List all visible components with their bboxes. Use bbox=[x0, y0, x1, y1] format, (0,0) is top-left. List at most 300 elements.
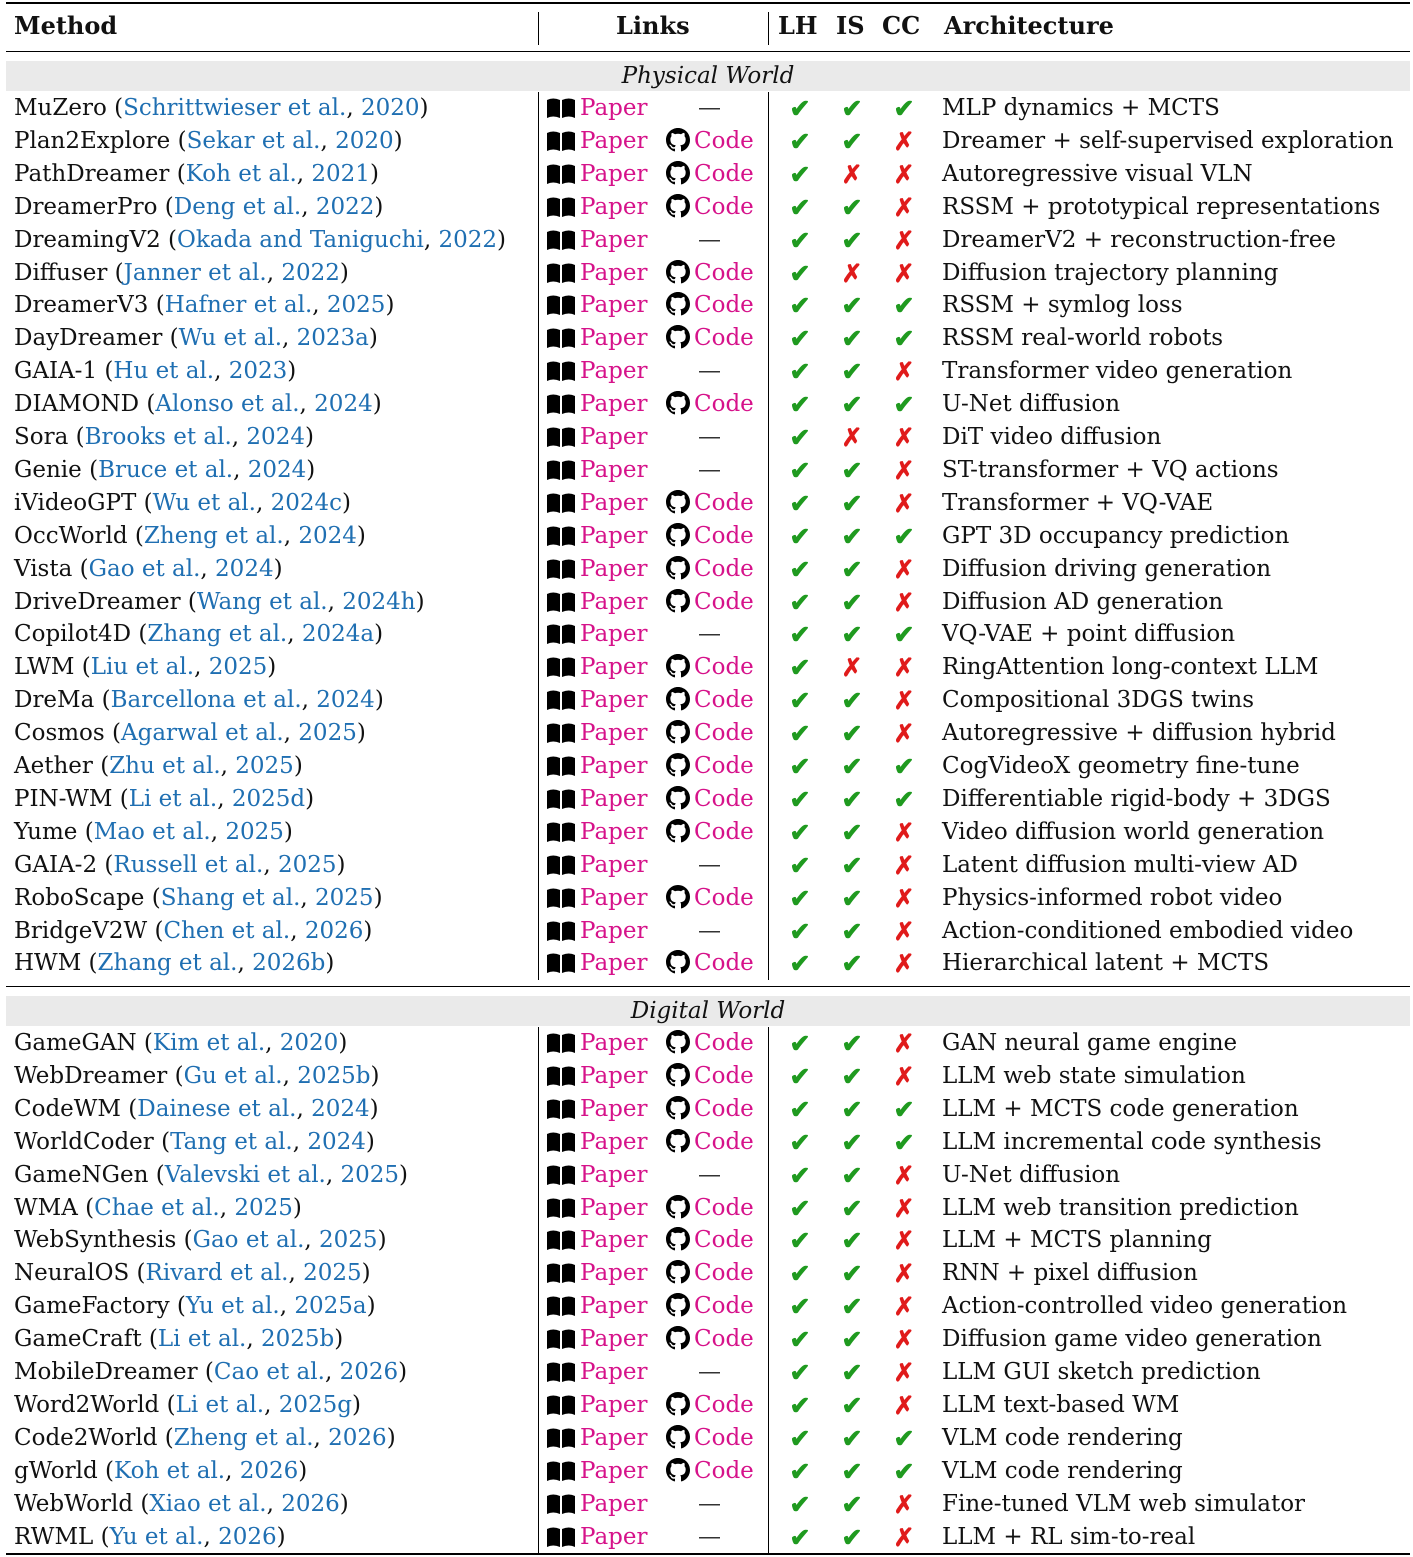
table-row bbox=[6, 158, 1410, 191]
check-icon: ✔ bbox=[841, 1522, 863, 1552]
citation-year-link[interactable]: 2025 bbox=[340, 1161, 400, 1188]
citation-year-link[interactable]: 2024 bbox=[311, 1095, 370, 1122]
paper-link[interactable] bbox=[546, 1356, 647, 1389]
citation-year-link[interactable]: 2022 bbox=[281, 259, 340, 286]
citation-link[interactable]: Agarwal et al. bbox=[121, 720, 284, 747]
paper-link[interactable] bbox=[546, 882, 647, 915]
citation-year-link[interactable]: 2025 bbox=[234, 1194, 293, 1221]
architecture-cell: Transformer + VQ-VAE bbox=[942, 489, 1214, 516]
check-icon: ✔ bbox=[841, 390, 863, 420]
check-icon: ✔ bbox=[841, 488, 863, 518]
check-icon: ✔ bbox=[841, 1390, 863, 1420]
citation-link[interactable]: Okada and Taniguchi bbox=[177, 226, 424, 253]
check-icon: ✔ bbox=[789, 192, 811, 222]
paper-label: Paper bbox=[580, 687, 648, 714]
method-name: DreamingV2 bbox=[14, 226, 161, 253]
table-row bbox=[6, 1389, 1410, 1422]
method-cell: iVideoGPT (Wu et al., 2024c) bbox=[14, 489, 352, 516]
citation-link[interactable]: Liu et al. bbox=[90, 654, 195, 681]
citation-year-link[interactable]: 2026 bbox=[339, 1359, 399, 1385]
paper-link[interactable] bbox=[546, 289, 647, 322]
paper-link[interactable] bbox=[546, 651, 647, 684]
check-icon: ✔ bbox=[789, 291, 811, 321]
paper-link[interactable] bbox=[546, 388, 647, 421]
paper-link[interactable] bbox=[546, 849, 647, 882]
check-icon: ✔ bbox=[789, 784, 811, 814]
paper-link[interactable] bbox=[546, 915, 647, 948]
architecture-cell: GPT 3D occupancy prediction bbox=[942, 522, 1290, 549]
code-label: Code bbox=[694, 1128, 754, 1155]
section-title: Digital World bbox=[630, 998, 786, 1024]
code-link[interactable] bbox=[666, 750, 754, 783]
open-book-icon bbox=[546, 424, 580, 450]
paper-label: Paper bbox=[580, 489, 648, 516]
paper-label: Paper bbox=[580, 1391, 648, 1418]
citation-year-link[interactable]: 2025b bbox=[297, 1062, 371, 1089]
code-link[interactable] bbox=[666, 289, 754, 322]
check-icon: ✔ bbox=[789, 423, 811, 452]
citation-link[interactable]: Mao et al. bbox=[93, 818, 211, 845]
code-link[interactable] bbox=[666, 717, 754, 750]
code-label: Code bbox=[694, 1457, 754, 1484]
paper-link[interactable] bbox=[546, 1192, 647, 1225]
code-link[interactable] bbox=[666, 783, 754, 816]
table-row bbox=[6, 191, 1410, 224]
citation-link[interactable]: Janner et al. bbox=[123, 259, 267, 286]
citation-year-link[interactable]: 2024 bbox=[314, 391, 373, 418]
table-row bbox=[6, 717, 1410, 750]
citation-link[interactable]: Yu et al. bbox=[185, 1293, 280, 1320]
citation-year-link[interactable]: 2025 bbox=[326, 292, 386, 319]
code-link[interactable] bbox=[666, 125, 754, 158]
code-link[interactable] bbox=[666, 1323, 754, 1356]
check-icon: ✔ bbox=[789, 949, 811, 979]
paper-link[interactable] bbox=[546, 487, 647, 520]
paper-link[interactable] bbox=[546, 1455, 647, 1488]
paper-link[interactable] bbox=[546, 1521, 647, 1554]
table-row bbox=[6, 257, 1410, 290]
code-link[interactable] bbox=[666, 1093, 754, 1126]
architecture-cell: RSSM + prototypical representations bbox=[942, 193, 1381, 220]
citation-year-link[interactable]: 2024h bbox=[342, 588, 416, 615]
citation-year-link[interactable]: 2024a bbox=[301, 621, 375, 648]
paper-link[interactable] bbox=[546, 750, 647, 783]
citation-link[interactable]: Li et al. bbox=[157, 1326, 247, 1353]
citation-year-link[interactable]: 2026b bbox=[252, 950, 326, 977]
paper-label: Paper bbox=[580, 1359, 648, 1385]
github-icon bbox=[666, 1293, 694, 1319]
citation-link[interactable]: Barcellona et al. bbox=[110, 687, 302, 714]
citation-link[interactable]: Hu et al. bbox=[113, 358, 215, 385]
citation-link[interactable]: Xiao et al. bbox=[149, 1490, 267, 1517]
code-link[interactable] bbox=[666, 651, 754, 684]
code-label: Code bbox=[694, 193, 754, 220]
open-book-icon bbox=[546, 457, 580, 483]
citation-link[interactable]: Gu et al. bbox=[183, 1062, 283, 1089]
paper-link[interactable] bbox=[546, 1093, 647, 1126]
code-link[interactable] bbox=[666, 1224, 754, 1257]
citation-year-link[interactable]: 2022 bbox=[315, 193, 375, 220]
citation-link[interactable]: Koh et al. bbox=[185, 160, 297, 187]
open-book-icon bbox=[546, 654, 580, 680]
citation-link[interactable]: Valevski et al. bbox=[164, 1161, 326, 1188]
check-icon: ✔ bbox=[789, 1522, 811, 1552]
paper-link[interactable] bbox=[546, 1060, 647, 1093]
open-book-icon bbox=[546, 1359, 580, 1385]
open-book-icon bbox=[546, 918, 580, 944]
cross-icon: ✗ bbox=[893, 1193, 915, 1223]
paper-link[interactable] bbox=[546, 1027, 647, 1060]
citation-year-link[interactable]: 2021 bbox=[311, 160, 370, 187]
citation-link[interactable]: Shang et al. bbox=[160, 884, 301, 911]
architecture-cell: Diffusion driving generation bbox=[942, 555, 1272, 582]
check-icon: ✔ bbox=[841, 192, 863, 222]
method-name: Yume bbox=[14, 818, 78, 845]
citation-year-link[interactable]: 2025 bbox=[315, 884, 374, 911]
citation-link[interactable]: Zheng et al. bbox=[143, 522, 284, 549]
citation-year-link[interactable]: 2025d bbox=[231, 785, 306, 812]
method-name: WebWorld bbox=[14, 1490, 134, 1517]
code-link[interactable] bbox=[666, 586, 754, 619]
check-icon: ✔ bbox=[841, 225, 863, 255]
code-link[interactable] bbox=[666, 1389, 754, 1422]
citation-link[interactable]: Gao et al. bbox=[192, 1227, 305, 1254]
architecture-cell: ST-transformer + VQ actions bbox=[942, 456, 1279, 483]
open-book-icon bbox=[546, 490, 580, 516]
citation-year-link[interactable]: 2025 bbox=[303, 1260, 362, 1287]
code-link[interactable] bbox=[666, 1060, 754, 1093]
paper-label: Paper bbox=[580, 654, 648, 681]
architecture-cell: Diffusion game video generation bbox=[942, 1326, 1322, 1353]
check-icon: ✔ bbox=[841, 357, 863, 387]
paper-label: Paper bbox=[580, 1424, 648, 1451]
paper-link[interactable] bbox=[546, 783, 647, 816]
table-row bbox=[6, 1290, 1410, 1323]
paper-link[interactable] bbox=[546, 1422, 647, 1455]
check-icon: ✔ bbox=[893, 1456, 915, 1486]
check-icon: ✔ bbox=[841, 1226, 863, 1256]
paper-link[interactable] bbox=[546, 454, 647, 487]
check-icon: ✔ bbox=[893, 752, 915, 781]
citation-year-link[interactable]: 2024 bbox=[247, 456, 307, 483]
code-link[interactable] bbox=[666, 553, 754, 586]
method-name: GameGAN bbox=[14, 1030, 137, 1056]
code-label: Code bbox=[694, 1326, 754, 1353]
check-icon: ✔ bbox=[841, 1094, 863, 1124]
citation-year-link[interactable]: 2024 bbox=[246, 424, 305, 450]
table-row bbox=[6, 125, 1410, 158]
citation-year-link[interactable]: 2023a bbox=[296, 325, 369, 352]
method-cell: Vista (Gao et al., 2024) bbox=[14, 555, 283, 582]
cross-icon: ✗ bbox=[893, 1061, 915, 1091]
code-link[interactable] bbox=[666, 1257, 754, 1290]
architecture-cell: LLM text-based WM bbox=[942, 1391, 1180, 1418]
citation-year-link[interactable]: 2026 bbox=[304, 917, 364, 944]
citation-link[interactable]: Koh et al. bbox=[114, 1457, 226, 1484]
cross-icon: ✗ bbox=[893, 1390, 915, 1420]
open-book-icon bbox=[546, 819, 580, 845]
code-link[interactable] bbox=[666, 520, 754, 553]
open-book-icon bbox=[546, 556, 580, 582]
open-book-icon bbox=[546, 1392, 580, 1418]
citation-link[interactable]: Zhang et al. bbox=[147, 621, 288, 648]
citation-year-link[interactable]: 2024c bbox=[270, 489, 343, 516]
no-code-dash: — bbox=[698, 851, 721, 878]
paper-link[interactable] bbox=[546, 586, 647, 619]
paper-link[interactable] bbox=[546, 1126, 647, 1159]
cross-icon: ✗ bbox=[893, 357, 915, 387]
header-architecture: Architecture bbox=[944, 11, 1114, 40]
check-icon: ✔ bbox=[789, 883, 811, 913]
code-link[interactable] bbox=[666, 947, 754, 980]
method-name: RWML bbox=[14, 1523, 94, 1550]
citation-year-link[interactable]: 2026 bbox=[218, 1523, 277, 1550]
paper-link[interactable] bbox=[546, 1257, 647, 1290]
cross-icon: ✗ bbox=[893, 850, 915, 880]
architecture-cell: MLP dynamics + MCTS bbox=[942, 95, 1220, 121]
table-row bbox=[6, 750, 1410, 783]
github-icon bbox=[666, 819, 694, 845]
citation-link[interactable]: Alonso et al. bbox=[155, 391, 300, 418]
citation-link[interactable]: Wu et al. bbox=[152, 489, 256, 516]
citation-link[interactable]: Li et al. bbox=[128, 785, 218, 812]
citation-link[interactable]: Russell et al. bbox=[113, 851, 264, 878]
citation-link[interactable]: Deng et al. bbox=[173, 193, 302, 220]
check-icon: ✔ bbox=[789, 719, 811, 749]
citation-year-link[interactable]: 2026 bbox=[239, 1457, 299, 1484]
paper-link[interactable] bbox=[546, 1389, 647, 1422]
code-link[interactable] bbox=[666, 257, 754, 290]
code-link[interactable] bbox=[666, 487, 754, 520]
code-link[interactable] bbox=[666, 1027, 754, 1060]
citation-year-link[interactable]: 2026 bbox=[328, 1424, 387, 1451]
table-row bbox=[6, 783, 1410, 816]
method-cell: GameNGen (Valevski et al., 2025) bbox=[14, 1161, 409, 1188]
paper-link[interactable] bbox=[546, 1323, 647, 1356]
citation-link[interactable]: Chen et al. bbox=[163, 917, 291, 944]
method-name: Copilot4D bbox=[14, 621, 132, 648]
method-name: DayDreamer bbox=[14, 325, 163, 352]
cross-icon: ✗ bbox=[893, 587, 915, 617]
paper-label: Paper bbox=[580, 753, 648, 779]
citation-link[interactable]: Kim et al. bbox=[152, 1030, 266, 1056]
citation-year-link[interactable]: 2024 bbox=[215, 555, 274, 582]
citation-year-link[interactable]: 2020 bbox=[360, 95, 420, 121]
architecture-cell: VLM code rendering bbox=[942, 1424, 1183, 1451]
paper-link[interactable] bbox=[546, 553, 647, 586]
method-cell: DriveDreamer (Wang et al., 2024h) bbox=[14, 588, 425, 615]
paper-link[interactable] bbox=[546, 684, 647, 717]
code-link[interactable] bbox=[666, 1290, 754, 1323]
cross-icon: ✗ bbox=[893, 455, 915, 485]
paper-label: Paper bbox=[580, 720, 648, 747]
bottom-rule bbox=[6, 1553, 1410, 1555]
github-icon bbox=[666, 1227, 694, 1253]
paper-link[interactable] bbox=[546, 257, 647, 290]
github-icon bbox=[666, 325, 694, 351]
code-link[interactable] bbox=[666, 322, 754, 355]
paper-link[interactable] bbox=[546, 158, 647, 191]
citation-link[interactable]: Gao et al. bbox=[88, 555, 201, 582]
github-icon bbox=[666, 292, 694, 318]
citation-link[interactable]: Tang et al. bbox=[170, 1128, 293, 1155]
open-book-icon bbox=[546, 1195, 580, 1221]
paper-link[interactable] bbox=[546, 520, 647, 553]
citation-link[interactable]: Zhu et al. bbox=[109, 753, 221, 779]
check-icon: ✔ bbox=[893, 1423, 915, 1453]
method-name: DreMa bbox=[14, 687, 95, 714]
code-label: Code bbox=[694, 588, 754, 615]
code-link[interactable] bbox=[666, 388, 754, 421]
citation-year-link[interactable]: 2025 bbox=[225, 818, 284, 845]
no-code-dash: — bbox=[698, 621, 721, 648]
citation-link[interactable]: Schrittwieser et al. bbox=[123, 95, 347, 121]
open-book-icon bbox=[546, 161, 580, 187]
code-label: Code bbox=[694, 1293, 754, 1320]
architecture-cell: RSSM real-world robots bbox=[942, 325, 1224, 352]
check-icon: ✔ bbox=[841, 883, 863, 913]
check-icon: ✔ bbox=[841, 1358, 863, 1387]
citation-link[interactable]: Yu et al. bbox=[109, 1523, 204, 1550]
paper-link[interactable] bbox=[546, 816, 647, 849]
paper-link[interactable] bbox=[546, 1488, 647, 1521]
paper-link[interactable] bbox=[546, 618, 647, 651]
citation-link[interactable]: Wu et al. bbox=[178, 325, 283, 352]
citation-year-link[interactable]: 2023 bbox=[228, 358, 288, 385]
paper-label: Paper bbox=[580, 1062, 648, 1089]
citation-link[interactable]: Rivard et al. bbox=[145, 1260, 289, 1287]
citation-link[interactable]: Hafner et al. bbox=[164, 292, 313, 319]
citation-year-link[interactable]: 2025 bbox=[208, 654, 268, 681]
paper-label: Paper bbox=[580, 950, 648, 977]
github-icon bbox=[666, 1458, 694, 1484]
table-row bbox=[6, 1159, 1410, 1192]
citation-year-link[interactable]: 2025g bbox=[278, 1391, 352, 1418]
paper-link[interactable] bbox=[546, 322, 647, 355]
paper-link[interactable] bbox=[546, 355, 647, 388]
paper-label: Paper bbox=[580, 621, 648, 648]
table-row bbox=[6, 520, 1410, 553]
citation-year-link[interactable]: 2025 bbox=[298, 720, 357, 747]
code-link[interactable] bbox=[666, 1422, 754, 1455]
citation-link[interactable]: Wang et al. bbox=[196, 588, 328, 615]
citation-year-link[interactable]: 2020 bbox=[335, 127, 394, 154]
architecture-cell: RSSM + symlog loss bbox=[942, 292, 1183, 319]
citation-year-link[interactable]: 2020 bbox=[279, 1030, 339, 1056]
paper-link[interactable] bbox=[546, 125, 647, 158]
paper-link[interactable] bbox=[546, 421, 647, 454]
check-icon: ✔ bbox=[841, 1456, 863, 1486]
check-icon: ✔ bbox=[789, 1226, 811, 1256]
code-link[interactable] bbox=[666, 1192, 754, 1225]
paper-link[interactable] bbox=[546, 92, 647, 125]
method-name: Vista bbox=[14, 555, 73, 582]
method-name: MobileDreamer bbox=[14, 1359, 198, 1385]
code-link[interactable] bbox=[666, 191, 754, 224]
no-code-dash: — bbox=[698, 1490, 721, 1517]
citation-year-link[interactable]: 2024 bbox=[316, 687, 375, 714]
open-book-icon bbox=[546, 1293, 580, 1319]
citation-link[interactable]: Bruce et al. bbox=[98, 456, 234, 483]
citation-link[interactable]: Dainese et al. bbox=[137, 1095, 297, 1122]
github-icon bbox=[666, 687, 694, 713]
code-link[interactable] bbox=[666, 1455, 754, 1488]
citation-link[interactable]: Brooks et al. bbox=[84, 424, 232, 450]
citation-link[interactable]: Cao et al. bbox=[213, 1359, 325, 1385]
code-link[interactable] bbox=[666, 882, 754, 915]
paper-link[interactable] bbox=[546, 1159, 647, 1192]
github-icon bbox=[666, 1195, 694, 1221]
architecture-cell: LLM web transition prediction bbox=[942, 1194, 1299, 1221]
code-label: Code bbox=[694, 654, 754, 681]
github-icon bbox=[666, 523, 694, 549]
citation-link[interactable]: Sekar et al. bbox=[186, 127, 321, 154]
header-links: Links bbox=[616, 11, 690, 40]
code-link[interactable] bbox=[666, 158, 754, 191]
citation-link[interactable]: Li et al. bbox=[175, 1391, 265, 1418]
citation-year-link[interactable]: 2022 bbox=[438, 226, 498, 253]
method-cell: Plan2Explore (Sekar et al., 2020) bbox=[14, 127, 403, 154]
paper-link[interactable] bbox=[546, 717, 647, 750]
citation-year-link[interactable]: 2025b bbox=[261, 1326, 335, 1353]
citation-year-link[interactable]: 2025a bbox=[294, 1293, 367, 1320]
table-row bbox=[6, 322, 1410, 355]
check-icon: ✔ bbox=[789, 1390, 811, 1420]
citation-year-link[interactable]: 2025 bbox=[235, 753, 294, 779]
github-icon bbox=[666, 950, 694, 976]
citation-link[interactable]: Zhang et al. bbox=[97, 950, 238, 977]
code-label: Code bbox=[694, 1391, 754, 1418]
paper-label: Paper bbox=[580, 1161, 648, 1188]
citation-year-link[interactable]: 2025 bbox=[319, 1227, 378, 1254]
paper-label: Paper bbox=[580, 1260, 648, 1287]
paper-link[interactable] bbox=[546, 224, 647, 257]
paper-label: Paper bbox=[580, 1227, 648, 1254]
code-link[interactable] bbox=[666, 684, 754, 717]
citation-link[interactable]: Chae et al. bbox=[94, 1194, 220, 1221]
table-row bbox=[6, 92, 1410, 125]
citation-year-link[interactable]: 2024 bbox=[307, 1128, 366, 1155]
architecture-cell: DiT video diffusion bbox=[942, 424, 1162, 450]
table-row bbox=[6, 421, 1410, 454]
github-icon bbox=[666, 260, 694, 286]
code-link[interactable] bbox=[666, 1126, 754, 1159]
citation-year-link[interactable]: 2026 bbox=[281, 1490, 340, 1517]
method-name: CodeWM bbox=[14, 1095, 121, 1122]
paper-link[interactable] bbox=[546, 191, 647, 224]
no-code-dash: — bbox=[698, 1523, 721, 1550]
citation-link[interactable]: Zheng et al. bbox=[173, 1424, 314, 1451]
check-icon: ✔ bbox=[789, 324, 811, 354]
open-book-icon bbox=[546, 1096, 580, 1122]
method-name: BridgeV2W bbox=[14, 917, 148, 944]
paper-link[interactable] bbox=[546, 1290, 647, 1323]
check-icon: ✔ bbox=[841, 850, 863, 880]
open-book-icon bbox=[546, 1491, 580, 1517]
cross-icon: ✗ bbox=[893, 653, 915, 683]
code-link[interactable] bbox=[666, 816, 754, 849]
paper-label: Paper bbox=[580, 1095, 648, 1122]
check-icon: ✔ bbox=[841, 686, 863, 716]
paper-link[interactable] bbox=[546, 947, 647, 980]
citation-year-link[interactable]: 2024 bbox=[298, 522, 357, 549]
paper-link[interactable] bbox=[546, 1224, 647, 1257]
architecture-cell: VQ-VAE + point diffusion bbox=[942, 621, 1236, 648]
paper-label: Paper bbox=[580, 522, 648, 549]
paper-label: Paper bbox=[580, 1194, 648, 1221]
citation-year-link[interactable]: 2025 bbox=[277, 851, 337, 878]
code-label: Code bbox=[694, 720, 754, 747]
